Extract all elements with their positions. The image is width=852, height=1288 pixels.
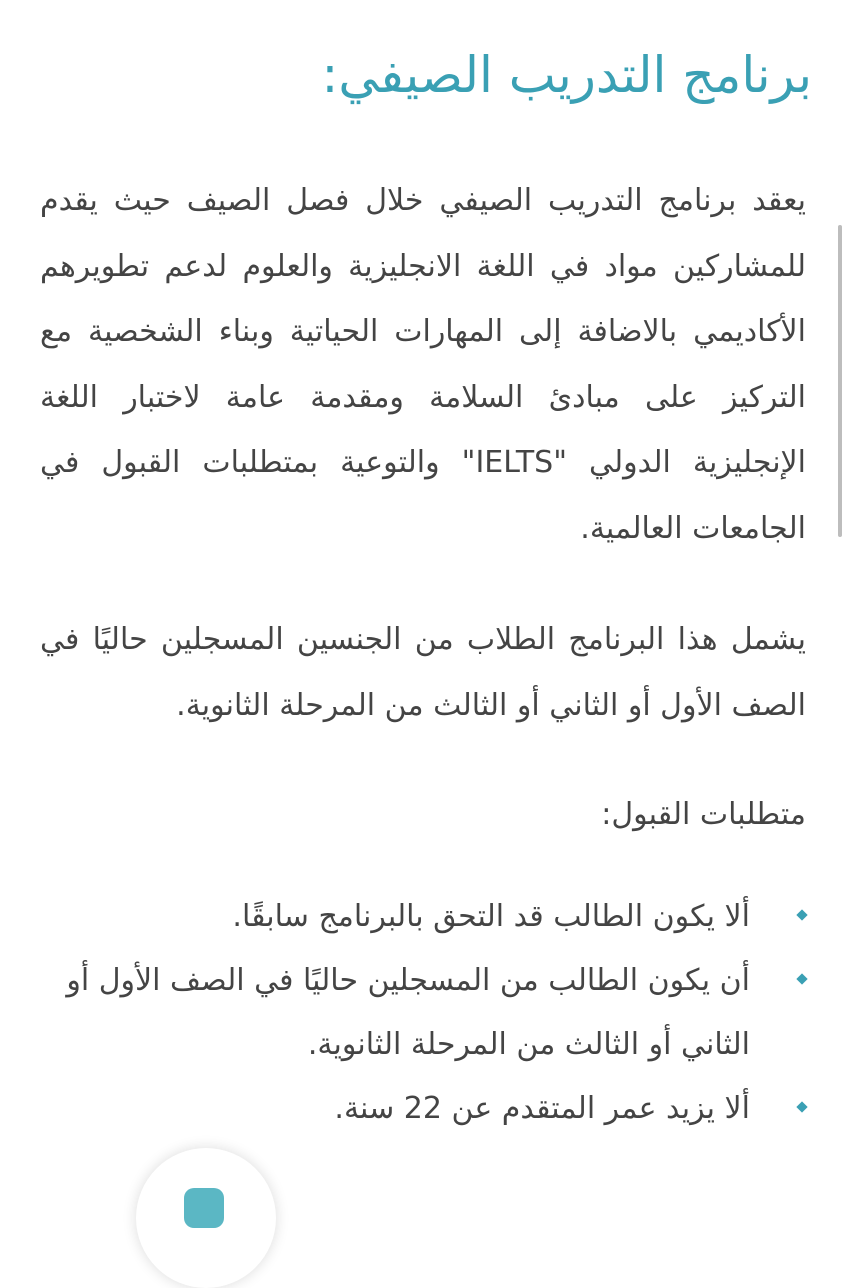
diamond-bullet-icon — [796, 909, 807, 920]
requirement-text: ألا يزيد عمر المتقدم عن 22 سنة. — [334, 1091, 750, 1126]
diamond-bullet-icon — [796, 1101, 807, 1112]
diamond-bullet-icon — [796, 973, 807, 984]
chat-icon — [184, 1188, 224, 1228]
list-item — [40, 949, 806, 1077]
list-item — [40, 885, 806, 949]
requirement-text: ألا يكون الطالب قد التحق بالبرنامج سابقًا. — [232, 899, 750, 934]
page-title: برنامج التدريب الصيفي: — [321, 46, 812, 104]
vertical-scrollbar[interactable] — [838, 225, 842, 537]
requirements-heading: متطلبات القبول: — [601, 797, 806, 832]
eligibility-paragraph: يشمل هذا البرنامج الطلاب من الجنسين المسجلين حاليًا في الصف الأول أو الثاني أو الثالث من المرحلة الثانوية. — [40, 622, 806, 723]
intro-paragraph: يعقد برنامج التدريب الصيفي خلال فصل الصيف حيث يقدم للمشاركين مواد في اللغة الانجليزية والعلوم لدعم تطويرهم الأكاديمي بالاضافة إلى المهارات الحياتية وبناء الشخصية مع التركيز على مبادئ السلامة ومقدمة عامة لاختبار اللغة الإنجليزية الدولي "IELTS" والتوعية بمتطلبات القبول في الجامعات العالمية. — [40, 183, 806, 546]
floating-chat-button[interactable] — [136, 1148, 276, 1288]
list-item — [40, 1077, 806, 1141]
requirements-list — [40, 885, 806, 1141]
requirement-text: أن يكون الطالب من المسجلين حاليًا في الصف الأول أو الثاني أو الثالث من المرحلة الثانوية. — [66, 963, 750, 1062]
